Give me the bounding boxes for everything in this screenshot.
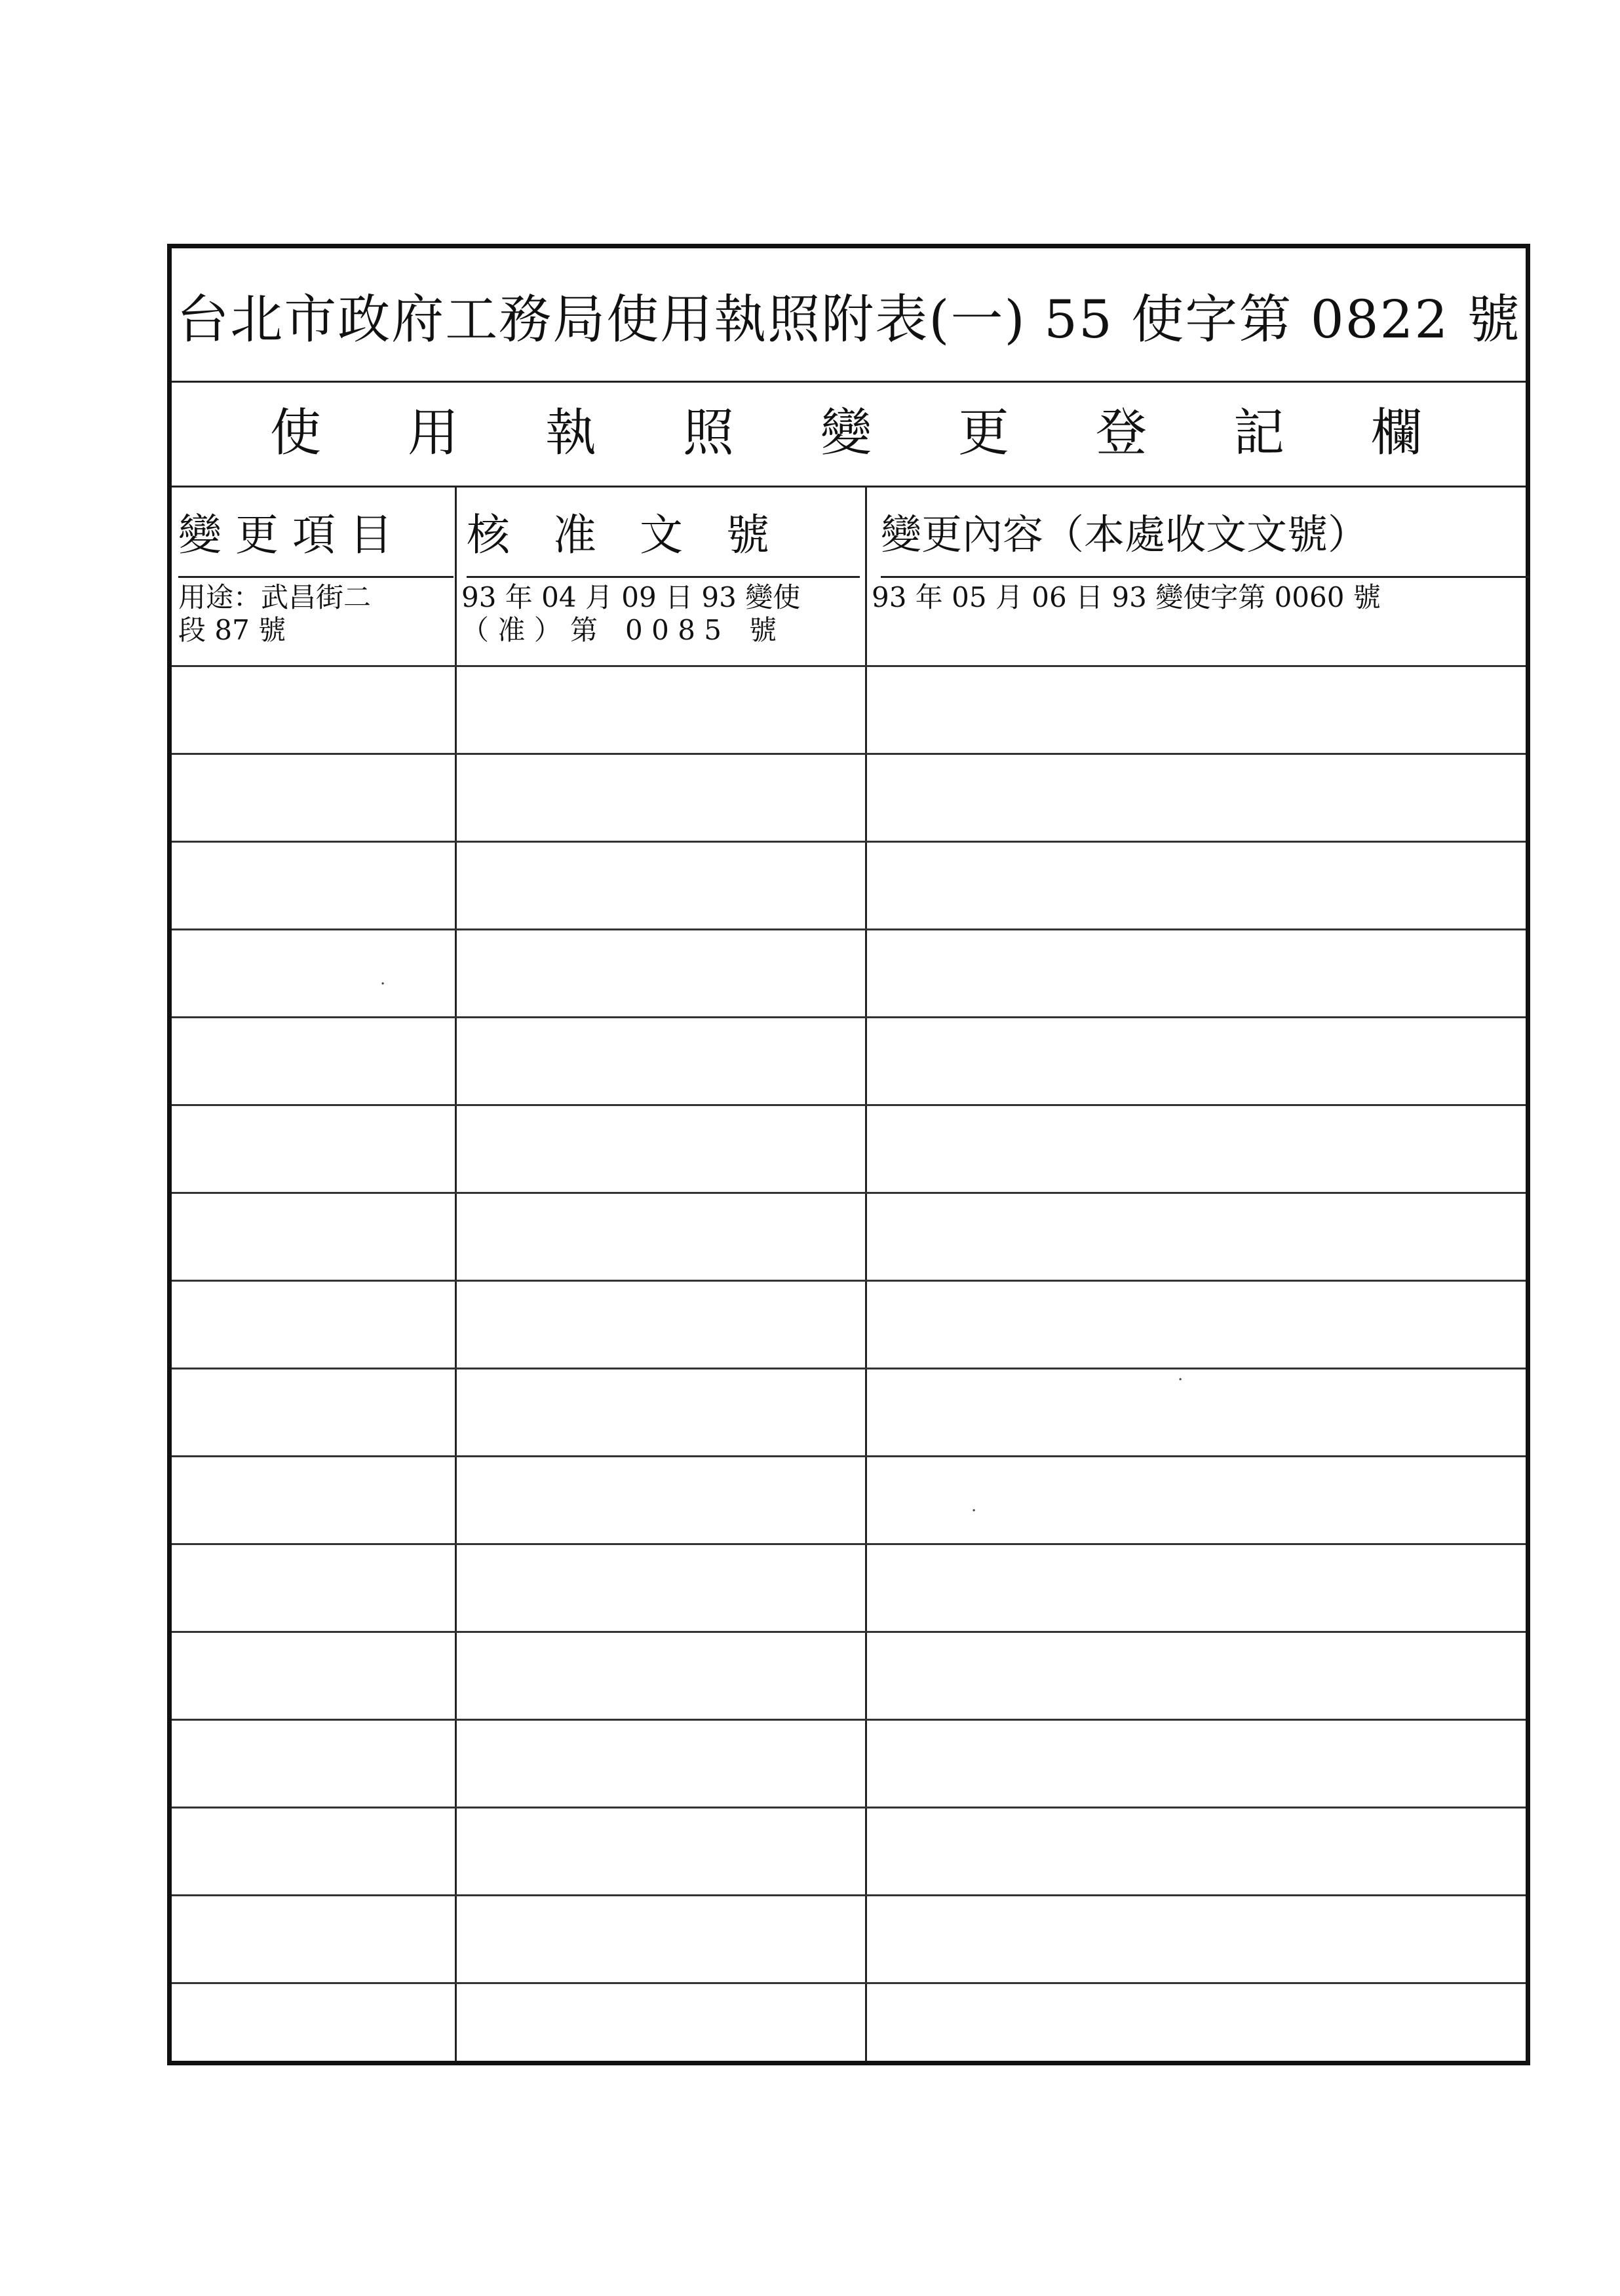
form-title: 台北市政府工務局使用執照附表(一) 55 使字第 0822 號 bbox=[172, 248, 1526, 383]
row-divider bbox=[172, 1982, 1526, 1984]
subtitle-char: 記 bbox=[1233, 404, 1285, 463]
row-approval-line: （ 准 ） 第 0 0 8 5 號 bbox=[461, 614, 777, 646]
subtitle-char: 用 bbox=[408, 404, 459, 463]
column-header-approval: 核 准 文 號 bbox=[467, 486, 860, 578]
scan-speck: · bbox=[971, 1501, 977, 1521]
column-divider bbox=[865, 486, 867, 2061]
row-divider bbox=[172, 665, 1526, 667]
subtitle-char: 變 bbox=[820, 404, 872, 463]
row-content-line: 93 年 05 月 06 日 93 變使字第 0060 號 bbox=[872, 581, 1381, 613]
row-approval-line: 93 年 04 月 09 日 93 變使 bbox=[461, 581, 801, 613]
row-approval-cell bbox=[455, 576, 865, 668]
row-content-cell bbox=[865, 576, 1527, 668]
column-divider bbox=[455, 486, 457, 2061]
scan-speck: · bbox=[1178, 1370, 1184, 1390]
row-divider bbox=[172, 1192, 1526, 1194]
row-divider bbox=[172, 1455, 1526, 1457]
row-divider bbox=[172, 1016, 1526, 1018]
row-divider bbox=[172, 1104, 1526, 1106]
subtitle-char: 使 bbox=[270, 404, 322, 463]
column-header-item: 變 更 項 目 bbox=[178, 486, 453, 578]
change-registration-form bbox=[167, 244, 1530, 2065]
column-header-content: 變更內容（本處收文文號） bbox=[881, 486, 1530, 578]
row-divider bbox=[172, 928, 1526, 930]
row-divider bbox=[172, 1368, 1526, 1369]
row-divider bbox=[172, 1280, 1526, 1282]
row-divider bbox=[172, 1631, 1526, 1633]
row-divider bbox=[172, 1719, 1526, 1721]
subtitle-char: 照 bbox=[683, 404, 735, 463]
subtitle-char: 欄 bbox=[1371, 404, 1423, 463]
row-divider bbox=[172, 841, 1526, 843]
form-subtitle bbox=[172, 381, 1526, 488]
row-item-line: 段 87 號 bbox=[178, 614, 286, 646]
scan-speck: · bbox=[380, 974, 386, 994]
row-divider bbox=[172, 1894, 1526, 1896]
subtitle-char: 更 bbox=[958, 404, 1010, 463]
subtitle-char: 執 bbox=[545, 404, 597, 463]
subtitle-char: 登 bbox=[1096, 404, 1148, 463]
row-divider bbox=[172, 753, 1526, 755]
row-item-line: 用途：武昌街二 bbox=[178, 581, 372, 613]
row-divider bbox=[172, 1543, 1526, 1545]
row-divider bbox=[172, 1807, 1526, 1808]
row-item-cell bbox=[172, 576, 455, 668]
